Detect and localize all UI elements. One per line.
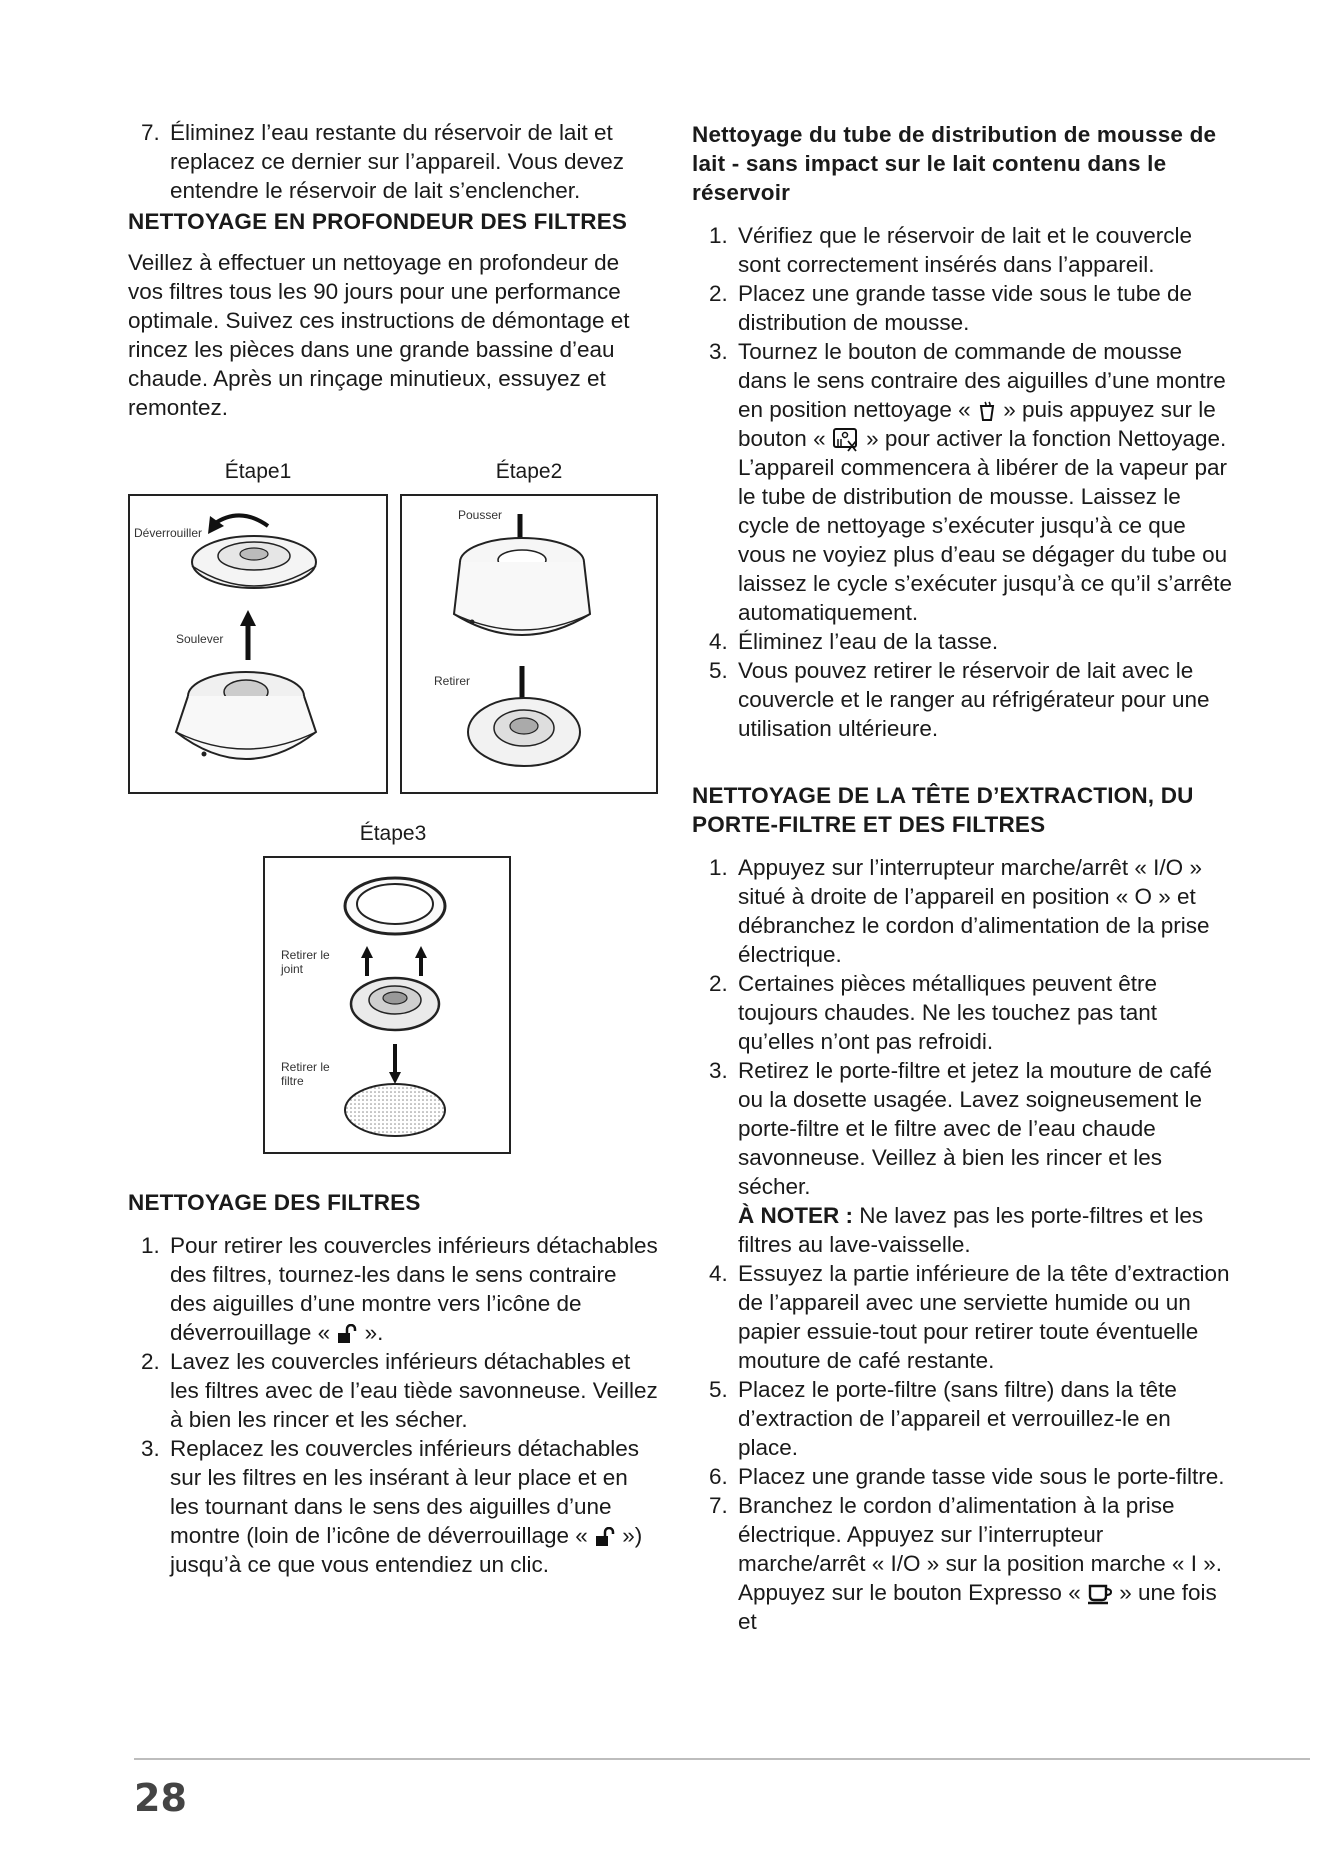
deep-clean-heading: NETTOYAGE EN PROFONDEUR DES FILTRES <box>128 209 628 234</box>
figure-step1 <box>128 460 388 794</box>
list-item-text: Branchez le cordon d’alimentation à la prise électrique. Appuyez sur l’interrupteur marche/arrêt « I/O » sur la position marche « I ». Appuyez sur le bouton Expresso « <box>738 1493 1222 1606</box>
list-item <box>734 1056 1232 1259</box>
figure-caption: Étape1 <box>224 460 292 483</box>
figure-label-filter-line1: Retirer le <box>281 1060 330 1074</box>
figure-label-seal-line2: joint <box>281 962 304 976</box>
list-item-text: Pour retirer les couvercles inférieurs détachables des filtres, tournez-les dans le sens contraire des aiguilles d’une montre vers l’icône de déverrouillage « <box>170 1233 658 1345</box>
list-item: 4. Éliminez l’eau de la tasse. <box>734 627 1232 656</box>
list-item: 4. Essuyez la partie inférieure de la tête d’extraction de l’appareil avec une serviette humide ou un papier essuie-tout pour retirer toute éventuelle mouture de café restante. <box>734 1259 1232 1375</box>
list-item-text: Retirez le porte-filtre et jetez la mouture de café ou la dosette usagée. Lavez soigneusement le porte-filtre et le filtre avec de l’eau chaude savonneuse. Veillez à bien les rincer et les sécher. <box>738 1058 1212 1200</box>
list-item <box>166 1434 658 1579</box>
page-number: 28 <box>134 1776 187 1820</box>
list-item <box>734 337 1232 627</box>
list-item: 6. Placez une grande tasse vide sous le porte-filtre. <box>734 1462 1232 1491</box>
figure-step2 <box>400 460 658 794</box>
list-item-text: ») jusqu’à ce que vous entendiez un clic. <box>170 1523 643 1577</box>
list-item-text: » puis appuyez sur le bouton « <box>738 397 1216 451</box>
left-column <box>128 118 658 1579</box>
filter-unlock-drawing <box>130 496 386 792</box>
figure-row-steps-1-2 <box>128 460 658 794</box>
brew-head-heading: NETTOYAGE DE LA TÊTE D’EXTRACTION, DU PORTE-FILTRE ET DES FILTRES <box>692 783 1194 838</box>
list-item: 1. Appuyez sur l’interrupteur marche/arrêt « I/O » situé à droite de l’appareil en position « O » et débranchez le cordon d’alimentation de la prise électrique. <box>734 853 1232 969</box>
milk-frother-heading: Nettoyage du tube de distribution de mousse de lait - sans impact sur le lait contenu dans le réservoir <box>692 122 1217 205</box>
list-item: 5. Placez le porte-filtre (sans filtre) dans la tête d’extraction de l’appareil et verrouillez-le en place. <box>734 1375 1232 1462</box>
list-item <box>166 1231 658 1347</box>
list-item: 1. Vérifiez que le réservoir de lait et le couvercle sont correctement insérés dans l’appareil. <box>734 221 1232 279</box>
right-column <box>692 118 1232 1636</box>
figure-label-filter-line2: filtre <box>281 1074 304 1088</box>
figure-step2-illustration <box>400 494 658 794</box>
figure-caption: Étape3 <box>359 822 427 845</box>
clean-button-icon <box>832 427 860 453</box>
milk-frother-list <box>692 221 1232 743</box>
note-text: Ne lavez pas les porte-filtres et les filtres au lave-vaisselle. <box>738 1203 1204 1258</box>
list-item-text: » une fois et <box>738 1580 1217 1635</box>
figure-caption: Étape2 <box>495 460 563 483</box>
filter-disassembly-drawing <box>265 858 509 1152</box>
footer-divider <box>134 1758 1310 1760</box>
figure-label-seal-line1: Retirer le <box>281 948 330 962</box>
list-item: 7. Éliminez l’eau restante du réservoir de lait et replacez ce dernier sur l’appareil. Vous devez entendre le réservoir de lait s’enclencher. <box>166 118 658 205</box>
cleaning-position-icon <box>977 400 997 422</box>
list-item: 2. Certaines pièces métalliques peuvent être toujours chaudes. Ne les touchez pas tant qu’elles n’ont pas refroidi. <box>734 969 1232 1056</box>
list-item <box>734 1491 1232 1636</box>
figure-label-remove: Retirer <box>434 674 471 688</box>
figure-step3 <box>128 822 658 1154</box>
figure-label-unlock: Déverrouiller <box>134 526 203 540</box>
list-item-text: Replacez les couvercles inférieurs détachables sur les filtres en les insérant à leur place et en les tournant dans le sens des aiguilles d’une montre (loin de l’icône de déverrouillage « <box>170 1436 639 1548</box>
list-item: 5. Vous pouvez retirer le réservoir de lait avec le couvercle et le ranger au réfrigérateur pour une utilisation ultérieure. <box>734 656 1232 743</box>
list-item-text: » pour activer la fonction Nettoyage. L’appareil commencera à libérer de la vapeur par le tube de distribution de mousse. Laissez le cycle de nettoyage s’exécuter jusqu’à ce que vous ne voyiez plus d’eau se dégager du tube ou laissez le cycle s’exécuter jusqu’à ce qu’il s’arrête automatiquement. <box>738 426 1232 626</box>
list-item-text: ». <box>358 1320 384 1345</box>
list-item: 2. Lavez les couvercles inférieurs détachables et les filtres avec de l’eau tiède savonneuse. Veillez à bien les rincer et les sécher. <box>166 1347 658 1434</box>
previous-step-list <box>128 118 658 205</box>
figure-step1-illustration <box>128 494 388 794</box>
list-item: 2. Placez une grande tasse vide sous le tube de distribution de mousse. <box>734 279 1232 337</box>
espresso-cup-icon <box>1087 1583 1113 1605</box>
figure-label-lift: Soulever <box>176 632 224 646</box>
filters-cleaning-list <box>128 1231 658 1579</box>
unlock-icon <box>594 1527 616 1547</box>
filter-push-drawing <box>402 496 656 792</box>
list-item-text: Tournez le bouton de commande de mousse dans le sens contraire des aiguilles d’une montre en position nettoyage « <box>738 339 1226 422</box>
brew-head-list <box>692 853 1232 1636</box>
filters-cleaning-heading: NETTOYAGE DES FILTRES <box>128 1190 421 1215</box>
unlock-icon <box>336 1324 358 1344</box>
figure-label-push: Pousser <box>458 508 503 522</box>
note-label: À NOTER : <box>738 1203 853 1229</box>
figure-step3-illustration <box>263 856 511 1154</box>
deep-clean-paragraph: Veillez à effectuer un nettoyage en profondeur de vos filtres tous les 90 jours pour une performance optimale. Suivez ces instructions de démontage et rincez les pièces dans une grande bassine d’eau chaude. Après un rinçage minutieux, essuyez et remontez. <box>128 250 630 420</box>
